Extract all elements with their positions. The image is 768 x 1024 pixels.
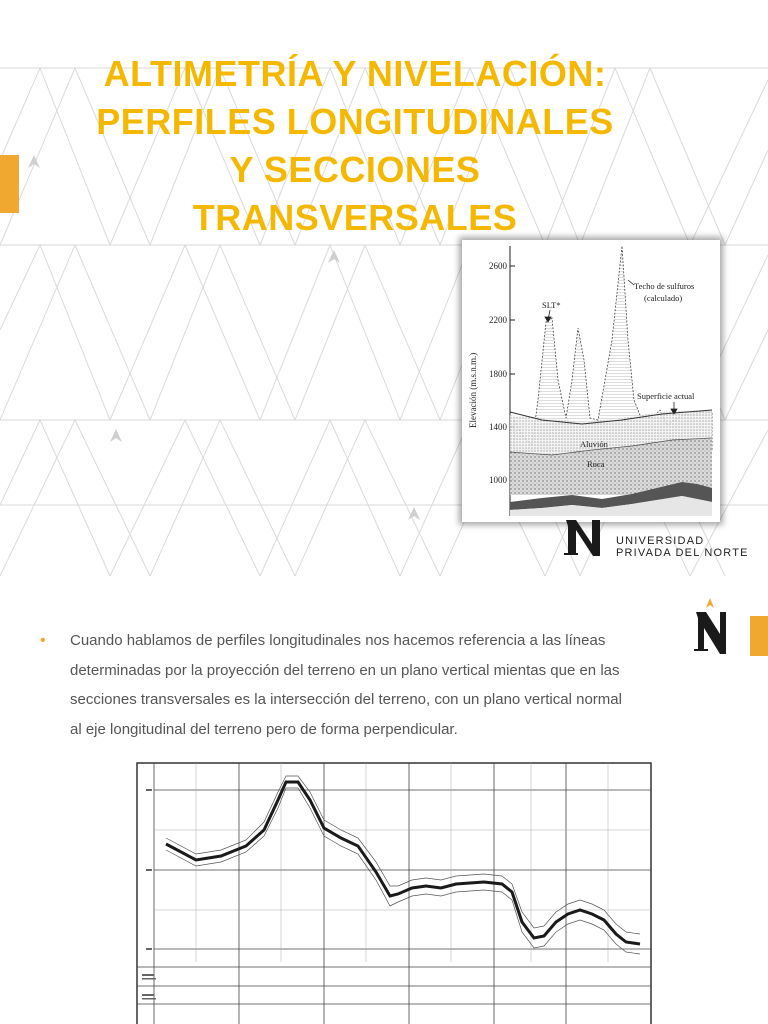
elevation-section-figure [462, 240, 720, 522]
title-line-1: ALTIMETRÍA Y NIVELACIÓN: [103, 53, 607, 94]
elevation-section-diagram [462, 240, 720, 522]
bullet-line-1: Cuando hablamos de perfiles longitudinales nos hacemos referencia a las líneas [70, 632, 606, 649]
university-name-line2: PRIVADA DEL NORTE [616, 547, 749, 559]
bullet-line-2: determinadas por la proyección del terreno en un plano vertical mientas que en las [70, 661, 620, 679]
bullet-line-4: al eje longitudinal del terreno pero de forma perpendicular. [70, 720, 458, 738]
y-tick-label: 1800 [489, 369, 507, 379]
slide-title-text [40, 50, 670, 242]
techo-label-line1: Techo de sulfuros [634, 281, 695, 291]
aluvion-label: Aluvión [580, 439, 608, 449]
bullet-paragraph [40, 626, 710, 744]
longitudinal-profile-graph [136, 762, 652, 1024]
bullet-marker: • [40, 632, 46, 649]
roca-label: Roca [587, 459, 605, 469]
title-line-2: PERFILES LONGITUDINALES [96, 101, 614, 142]
y-axis-label: Elevación (m.s.n.m.) [468, 352, 478, 428]
y-tick-label: 2600 [489, 261, 507, 271]
slt-label: SLT* [542, 300, 561, 310]
accent-bar-left [0, 155, 19, 213]
title-line-3: Y SECCIONES [229, 149, 481, 190]
bullet-line-3: secciones transversales es la intersección del terreno, con un plano vertical normal [70, 691, 622, 708]
accent-bar-right [750, 616, 768, 656]
y-tick-label: 2200 [489, 315, 507, 325]
university-name [616, 535, 749, 559]
techo-label-line2: (calculado) [644, 293, 683, 303]
title-line-4: TRANSVERSALES [192, 197, 518, 238]
slide-content [0, 576, 768, 1024]
university-logo-icon [560, 514, 610, 558]
longitudinal-profile-figure [136, 762, 652, 1024]
y-tick-label: 1400 [489, 422, 507, 432]
y-tick-label: 1000 [489, 475, 507, 485]
superficie-label: Superficie actual [637, 391, 695, 401]
university-name-line1: UNIVERSIDAD [616, 535, 705, 547]
